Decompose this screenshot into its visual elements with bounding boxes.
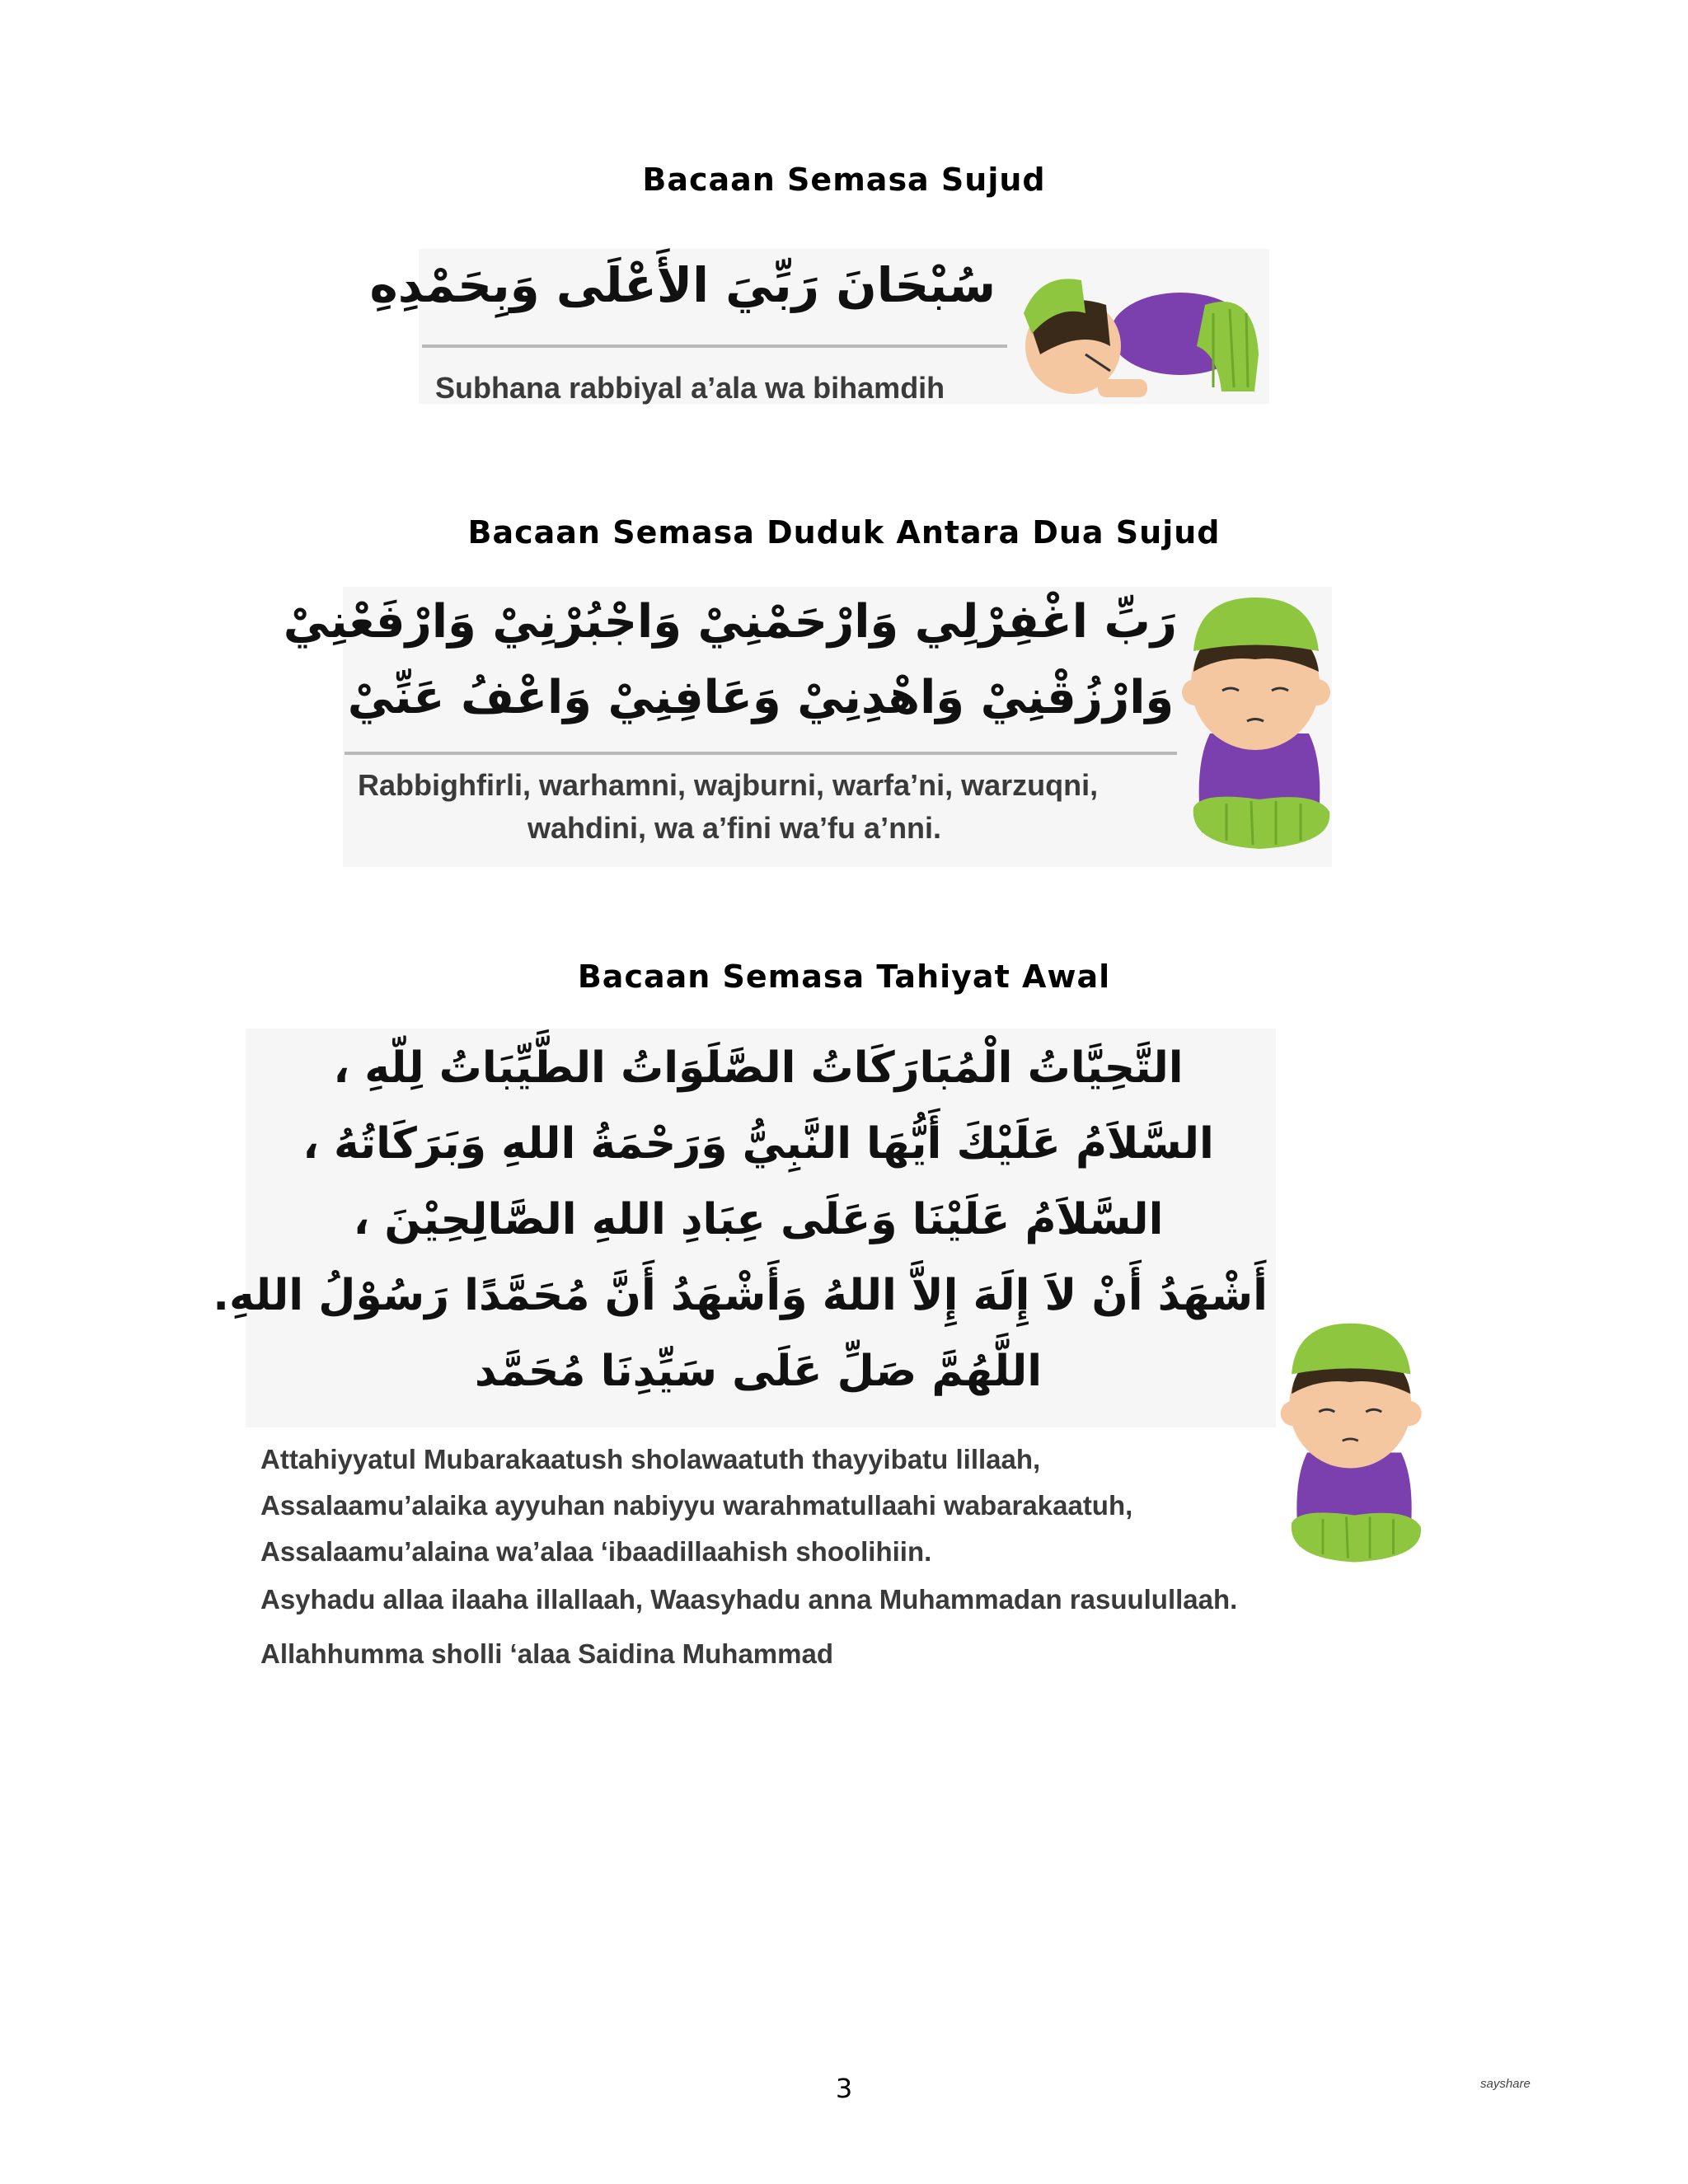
watermark: sayshare: [1480, 2077, 1531, 2091]
section-heading-duduk: Bacaan Semasa Duduk Antara Dua Sujud: [467, 514, 1221, 551]
tahiyat-arabic-line-1: التَّحِيَّاتُ الْمُبَارَكَاتُ الصَّلَوَاتُ الطَّيِّبَاتُ لِلّهِ ،: [333, 1043, 1184, 1093]
tahiyat-arabic-line-2: السَّلاَمُ عَلَيْكَ أَيُّهَا النَّبِيُّ وَرَحْمَةُ اللهِ وَبَرَكَاتُهُ ،: [302, 1119, 1214, 1169]
duduk-transliteration-line-1: Rabbighfirli, warhamni, wajburni, warfa’ni, warzuqni,: [358, 768, 1099, 802]
tahiyat-transliteration-line-5: Allahhumma sholli ‘alaa Saidina Muhammad: [260, 1638, 833, 1669]
sujud-arabic-text: سُبْحَانَ رَبِّيَ الأَعْلَى وَبِحَمْدِهِ: [369, 257, 996, 313]
sujud-transliteration: Subhana rabbiyal a’ala wa bihamdih: [435, 371, 945, 405]
tahiyat-transliteration-line-3: Assalaamu’alaina wa’alaa ‘ibaadillaahish shoolihiin.: [260, 1536, 932, 1567]
duduk-transliteration-line-2: wahdini, wa a’fini wa’fu a’nni.: [528, 811, 942, 845]
prostrating-boy-figure: [1007, 255, 1271, 404]
sitting-boy-figure: [1177, 593, 1342, 857]
tahiyat-transliteration-line-4: Asyhadu allaa ilaaha illallaah, Waasyhadu anna Muhammadan rasuulullaah.: [260, 1584, 1238, 1615]
duduk-arabic-line-2: وَارْزُقْنِيْ وَاهْدِنِيْ وَعَافِنِيْ وَاعْفُ عَنِّيْ: [347, 671, 1175, 724]
tahiyat-arabic-line-4: أَشْهَدُ أَنْ لاَ إِلَهَ إِلاَّ اللهُ وَأَشْهَدُ أَنَّ مُحَمَّدًا رَسُوْلُ اللهِ.: [213, 1271, 1268, 1320]
page-number: 3: [835, 2073, 853, 2104]
sitting-boy-figure: [1276, 1317, 1432, 1572]
section-heading-sujud: Bacaan Semasa Sujud: [642, 162, 1046, 198]
tahiyat-transliteration-line-1: Attahiyyatul Mubarakaatush sholawaatuth thayyibatu lillaah,: [260, 1444, 1041, 1474]
tahiyat-arabic-line-5: اللَّهُمَّ صَلِّ عَلَى سَيِّدِنَا مُحَمَّد: [474, 1347, 1043, 1396]
duduk-arabic-line-1: رَبِّ اغْفِرْلِي وَارْحَمْنِيْ وَاجْبُرْنِيْ وَارْفَعْنِيْ: [283, 595, 1177, 649]
tahiyat-transliteration-line-2: Assalaamu’alaika ayyuhan nabiyyu warahmatullaahi wabarakaatuh,: [260, 1490, 1133, 1521]
section-heading-tahiyat: Bacaan Semasa Tahiyat Awal: [577, 958, 1111, 995]
divider-rule: [422, 344, 1007, 348]
tahiyat-arabic-line-3: السَّلاَمُ عَلَيْنَا وَعَلَى عِبَادِ اللهِ الصَّالِحِيْنَ ،: [353, 1195, 1164, 1244]
divider-rule: [345, 752, 1177, 755]
